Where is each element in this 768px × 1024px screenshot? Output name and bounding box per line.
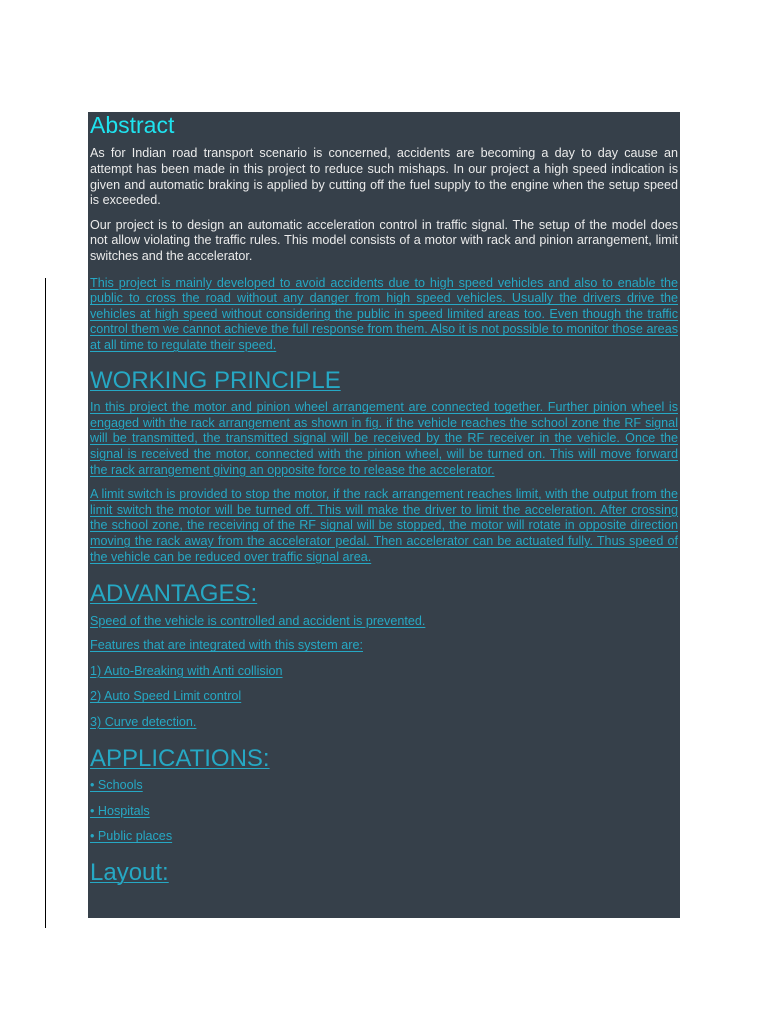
advantages-heading[interactable]: ADVANTAGES: <box>90 580 258 608</box>
working-principle-heading[interactable]: WORKING PRINCIPLE <box>90 366 341 394</box>
advantages-line-3[interactable]: 1) Auto-Breaking with Anti collision <box>90 663 283 678</box>
abstract-link-paragraph[interactable]: This project is mainly developed to avoid accidents due to high speed vehicles and also to enable the public to cross the road without any danger from high speed vehicles. Usually the drivers drive the vehicles at high speed without considering the public in speed limited areas too. Even though the traffic control them we cannot achieve the full response from them. Also it is not possible to monitor those areas at all time to regulate their speed. <box>90 275 678 352</box>
document-panel <box>88 112 680 918</box>
applications-heading[interactable]: APPLICATIONS: <box>90 744 270 772</box>
applications-item-schools[interactable]: • Schools <box>90 778 143 793</box>
working-paragraph-2[interactable]: A limit switch is provided to stop the motor, if the rack arrangement reaches limit, with the output from the limit switch the motor will be turned off. This will make the driver to limit the acceleration. After crossing the school zone, the receiving of the RF signal will be stopped, the motor will rotate in opposite direction moving the rack away from the accelerator pedal. Then accelerator can be actuated fully. Thus speed of the vehicle can be reduced over traffic signal area. <box>90 487 678 564</box>
abstract-paragraph-1: As for Indian road transport scenario is concerned, accidents are becoming a day to day cause an attempt has been made in this project to reduce such mishaps. In our project a high speed indication is given and automatic braking is applied by cutting off the fuel supply to the engine when the setup speed is exceeded. <box>90 146 678 208</box>
working-paragraph-1[interactable]: In this project the motor and pinion wheel arrangement are connected together. Further pinion wheel is engaged with the rack arrangement as shown in fig. if the vehicle reaches the school zone the RF signal will be transmitted, the transmitted signal will be received by the RF receiver in the vehicle. Once the signal is received the motor, connected with the pinion wheel, will be turned on. This will move forward the rack arrangement giving an opposite force to release the accelerator. <box>90 400 678 477</box>
advantages-line-5[interactable]: 3) Curve detection. <box>90 715 197 730</box>
advantages-line-2[interactable]: Features that are integrated with this system are: <box>90 638 363 653</box>
abstract-heading: Abstract <box>90 112 175 138</box>
applications-item-hospitals[interactable]: • Hospitals <box>90 803 150 818</box>
page-margin-rule <box>45 278 46 928</box>
layout-heading[interactable]: Layout: <box>90 859 169 887</box>
applications-item-public-places[interactable]: • Public places <box>90 829 173 844</box>
advantages-line-4[interactable]: 2) Auto Speed Limit control <box>90 689 242 704</box>
document-content <box>88 112 680 887</box>
abstract-paragraph-2: Our project is to design an automatic acceleration control in traffic signal. The setup of the model does not allow violating the traffic rules. This model consists of a motor with rack and pinion arrangement, limit switches and the accelerator. <box>90 217 678 263</box>
advantages-line-1[interactable]: Speed of the vehicle is controlled and accident is prevented. <box>90 613 426 628</box>
